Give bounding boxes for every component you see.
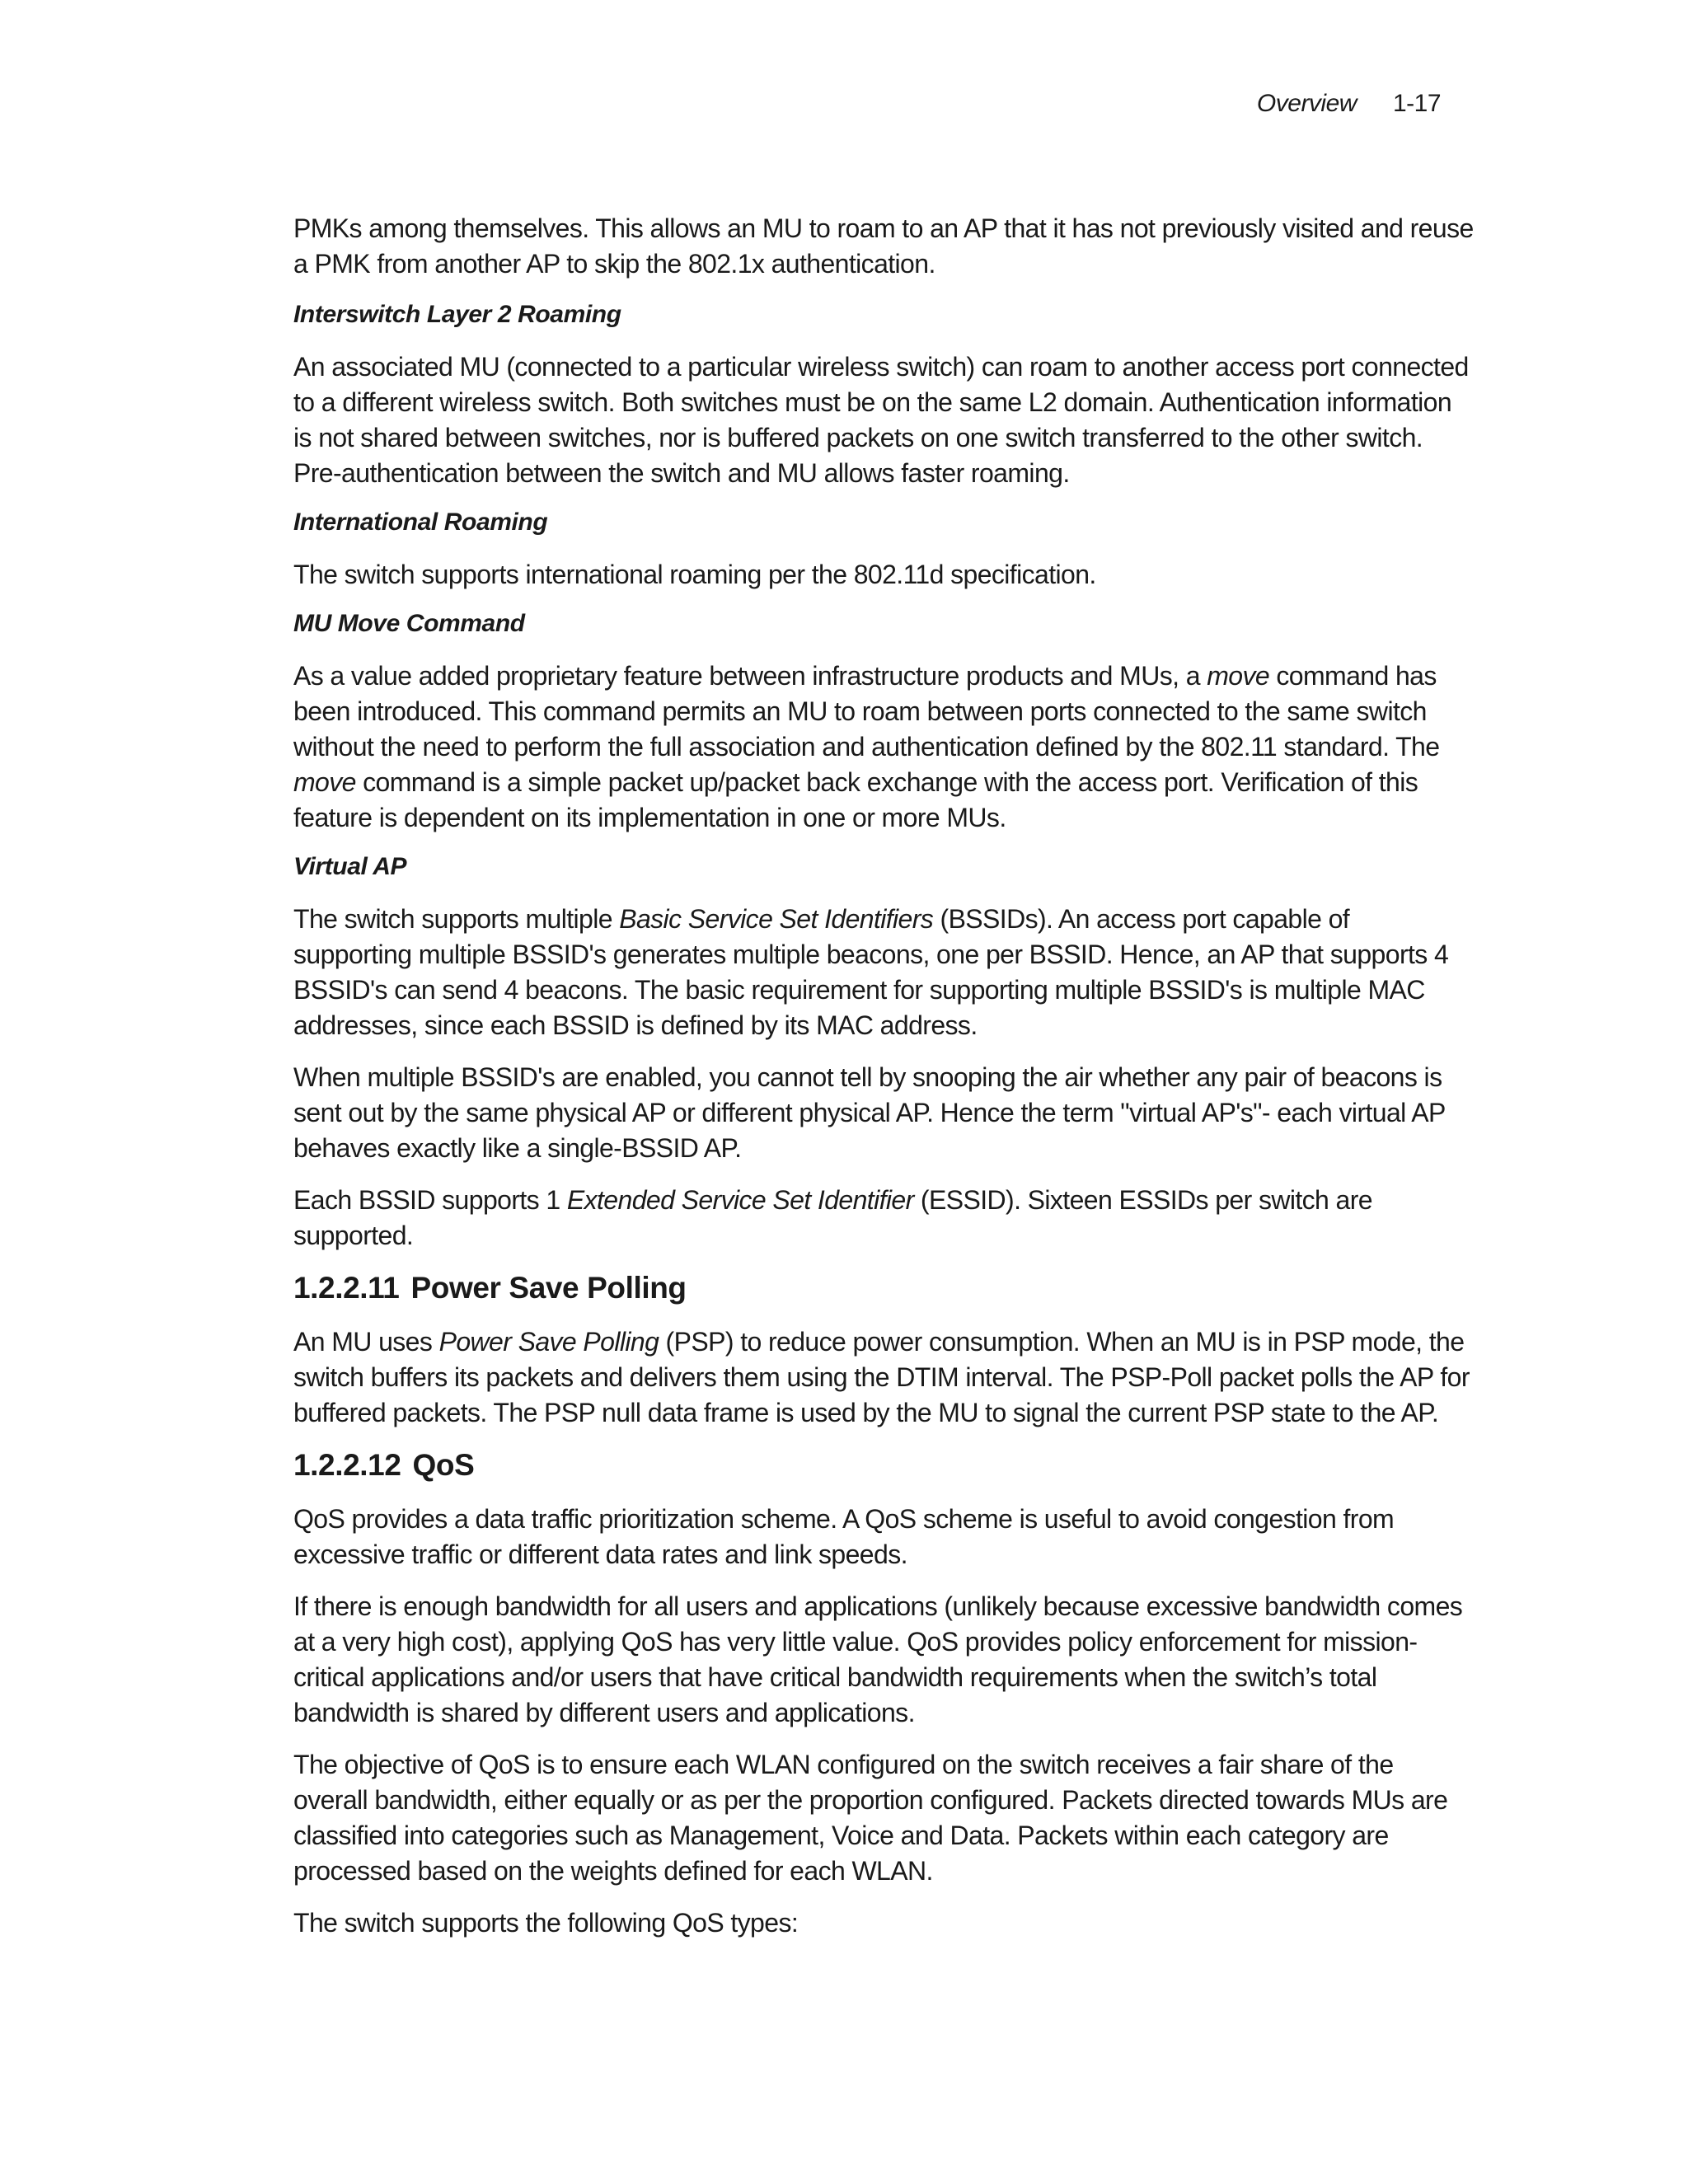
essid-text-a: Each BSSID supports 1 (293, 1185, 567, 1215)
page-number: 1-17 (1392, 90, 1441, 117)
mu-move-em-1: move (1207, 661, 1270, 691)
virtual-ap-text-a: The switch supports multiple (293, 904, 620, 934)
interswitch-text-1: An associated MU (connected to a particular wireless switch) can roam to another access port connected to a different wireless switch. Both switches must be on the same L2 domain. Authentication information is not shared between switches, nor is buffered packets on one switch transferred to the other switch. (293, 352, 1469, 452)
virtual-ap-paragraph-3 (293, 1183, 1474, 1254)
psp-em: Power Save Polling (438, 1327, 659, 1357)
section-number-qos: 1.2.2.12 (293, 1448, 401, 1482)
header-section-title: Overview (1256, 90, 1357, 117)
virtual-ap-text-b: (BSSIDs). An access port capable of supporting multiple BSSID's generates multiple beacons, one per BSSID. Hence, an AP that supports 4 BSSID's can send 4 beacons. The basic requirement for supporting multiple BSSID's is multiple MAC addresses, since each BSSID is defined by its MAC address. (293, 904, 1449, 1040)
page-header (1257, 89, 1441, 119)
qos-paragraph-3: The objective of QoS is to ensure each WLAN configured on the switch receives a fair share of the overall bandwidth, either equally or as per the proportion configured. Packets directed towards MUs are classified into categories such as Management, Voice and Data. Packets within each category are processed based on the weights defined for each WLAN. (293, 1750, 1448, 1886)
psp-paragraph (293, 1324, 1474, 1431)
mu-move-text-b: command has been introduced. This command permits an MU to roam between ports connected to the same switch without the need to perform the full association and authentication defined by the 802.11 standard. The (293, 661, 1440, 762)
qos-paragraph-2: If there is enough bandwidth for all users and applications (unlikely because excessive bandwidth comes at a very high cost), applying QoS has very little value. QoS provides policy enforcement for mission-critical applications and/or users that have critical bandwidth requirements when the switch’s total bandwidth is shared by different users and applications. (293, 1591, 1463, 1727)
qos-paragraph-4: The switch supports the following QoS types: (293, 1908, 799, 1938)
intro-paragraph: PMKs among themselves. This allows an MU to roam to an AP that it has not previously visited and reuse a PMK from another AP to skip the 802.1x authentication. (293, 213, 1474, 279)
page-content (293, 211, 1474, 1957)
section-heading-psp (293, 1270, 1474, 1306)
interswitch-text-2: Pre-authentication between the switch and MU allows faster roaming. (293, 458, 1070, 488)
essid-text-b: (ESSID). Sixteen ESSIDs per switch are supported. (293, 1185, 1372, 1250)
mu-move-text-a: As a value added proprietary feature between infrastructure products and MUs, a (293, 661, 1207, 691)
mu-move-em-2: move (293, 767, 356, 797)
psp-text-b: (PSP) to reduce power consumption. When an MU is in PSP mode, the switch buffers its packets and delivers them using the DTIM interval. The PSP-Poll packet polls the AP for buffered packets. The PSP null data frame is used by the MU to signal the current PSP state to the AP. (293, 1327, 1470, 1427)
qos-paragraph-1: QoS provides a data traffic prioritization scheme. A QoS scheme is useful to avoid congestion from excessive traffic or different data rates and link speeds. (293, 1504, 1395, 1569)
virtual-ap-paragraph-2: When multiple BSSID's are enabled, you cannot tell by snooping the air whether any pair of beacons is sent out by the same physical AP or different physical AP. Hence the term "virtual AP's"- each virtual AP behaves exactly like a single-BSSID AP. (293, 1062, 1446, 1163)
mu-move-paragraph (293, 658, 1474, 836)
psp-text-a: An MU uses (293, 1327, 439, 1357)
virtual-ap-paragraph-1 (293, 902, 1474, 1043)
section-heading-qos (293, 1447, 1474, 1483)
essid-em: Extended Service Set Identifier (566, 1185, 914, 1215)
interswitch-paragraph (293, 349, 1474, 491)
international-paragraph: The switch supports international roaming per the 802.11d specification. (293, 560, 1096, 589)
section-title-qos: QoS (412, 1448, 475, 1482)
mu-move-text-c: command is a simple packet up/packet back exchange with the access port. Verification of this feature is dependent on its implementation in one or more MUs. (293, 767, 1418, 832)
section-number-psp: 1.2.2.11 (293, 1271, 400, 1305)
heading-virtual-ap: Virtual AP (293, 853, 407, 880)
section-title-psp: Power Save Polling (410, 1271, 687, 1305)
heading-mu-move-command: MU Move Command (293, 610, 525, 637)
virtual-ap-em: Basic Service Set Identifiers (619, 904, 934, 934)
heading-international-roaming: International Roaming (293, 509, 548, 536)
heading-interswitch-roaming: Interswitch Layer 2 Roaming (293, 301, 621, 328)
